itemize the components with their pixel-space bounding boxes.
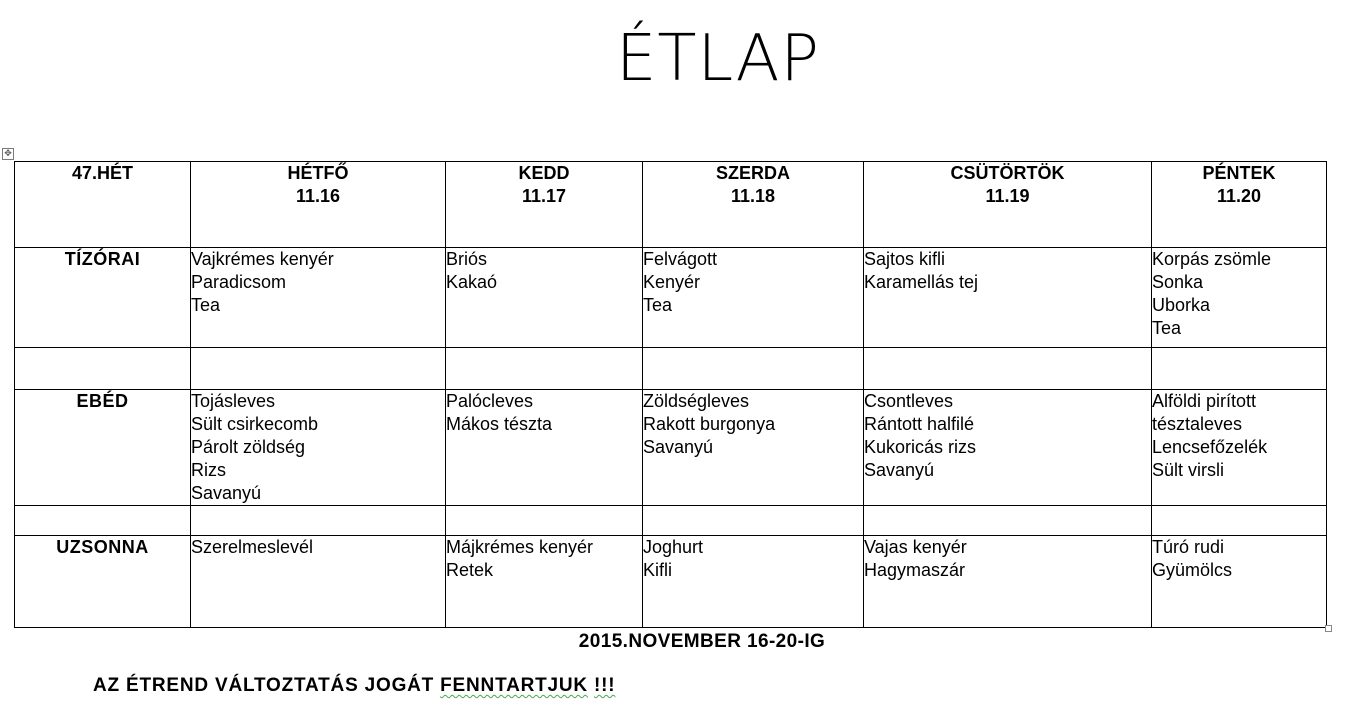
menu-item: Korpás zsömle: [1152, 249, 1272, 269]
menu-item: Mákos tészta: [446, 414, 553, 434]
day-name: SZERDA: [715, 163, 790, 183]
menu-item: Tea: [643, 295, 673, 315]
menu-item: Retek: [446, 560, 494, 580]
day-header: [643, 162, 864, 248]
day-header: [446, 162, 643, 248]
menu-cell: [864, 390, 1152, 506]
header-row: [15, 162, 1327, 248]
menu-item: Szerelmeslevél: [191, 537, 314, 557]
spacer-row: [15, 348, 1327, 390]
day-date: 11.20: [1216, 186, 1262, 206]
day-header: [1152, 162, 1327, 248]
day-date: 11.16: [295, 186, 341, 206]
meal-label: TÍZÓRAI: [15, 248, 191, 348]
menu-item: Kukoricás rizs: [864, 437, 977, 457]
menu-item: Alföldi pirított: [1152, 391, 1257, 411]
menu-item: Sonka: [1152, 272, 1204, 292]
menu-item: Vajas kenyér: [864, 537, 967, 557]
day-date: 11.18: [730, 186, 776, 206]
day-header: [864, 162, 1152, 248]
week-cell: [15, 162, 191, 248]
menu-cell: [1152, 390, 1327, 506]
menu-item: Kakaó: [446, 272, 498, 292]
menu-cell: [446, 248, 643, 348]
menu-item: Savanyú: [191, 483, 262, 503]
menu-item: Hagymaszár: [864, 560, 966, 580]
menu-item: Rakott burgonya: [643, 414, 776, 434]
meal-label: UZSONNA: [15, 536, 191, 628]
table-move-handle-icon[interactable]: ✥: [2, 148, 14, 160]
day-name: KEDD: [518, 163, 570, 183]
date-range: 2015.NOVEMBER 16-20-IG: [578, 631, 826, 652]
menu-item: Csontleves: [864, 391, 954, 411]
menu-table: [14, 161, 1327, 628]
menu-item: Kifli: [643, 560, 673, 580]
day-name: PÉNTEK: [1202, 163, 1276, 183]
day-date: 11.19: [985, 186, 1030, 206]
meal-label: EBÉD: [15, 390, 191, 506]
meal-row-ebed: [15, 390, 1327, 506]
menu-item: Joghurt: [643, 537, 704, 557]
menu-cell: [864, 248, 1152, 348]
menu-item: Rizs: [191, 460, 226, 480]
spellcheck-word: !!!: [594, 675, 616, 696]
menu-item: Palócleves: [446, 391, 534, 411]
menu-cell: [446, 390, 643, 506]
menu-item: Lencsefőzelék: [1152, 437, 1268, 457]
menu-item: Briós: [446, 249, 488, 269]
menu-cell: [191, 248, 446, 348]
menu-cell: [191, 536, 446, 628]
menu-item: Gyümölcs: [1152, 560, 1233, 580]
menu-cell: [643, 248, 864, 348]
menu-cell: [643, 536, 864, 628]
menu-item: Savanyú: [864, 460, 935, 480]
day-name: CSÜTÖRTÖK: [950, 163, 1065, 183]
menu-item: Májkrémes kenyér: [446, 537, 594, 557]
menu-cell: [643, 390, 864, 506]
page-title: ÉTLAP: [615, 22, 821, 96]
menu-item: Vajkrémes kenyér: [191, 249, 334, 269]
day-name: HÉTFŐ: [287, 163, 349, 183]
menu-item: Sült csirkecomb: [191, 414, 319, 434]
menu-item: Párolt zöldség: [191, 437, 306, 457]
day-header: [191, 162, 446, 248]
day-date: 11.17: [521, 186, 567, 206]
menu-item: Sült virsli: [1152, 460, 1225, 480]
meal-row-uzsonna: [15, 536, 1327, 628]
menu-cell: [864, 536, 1152, 628]
notice-part: AZ ÉTREND VÁLTOZTATÁS JOGÁT: [93, 675, 441, 696]
menu-item: tésztaleves: [1152, 414, 1243, 434]
menu-cell: [1152, 248, 1327, 348]
menu-cell: [1152, 536, 1327, 628]
menu-item: Kenyér: [643, 272, 701, 292]
menu-item: Uborka: [1152, 295, 1211, 315]
menu-item: Paradicsom: [191, 272, 287, 292]
menu-item: Savanyú: [643, 437, 714, 457]
menu-item: Tea: [1152, 318, 1182, 338]
menu-item: Rántott halfilé: [864, 414, 975, 434]
menu-cell: [191, 390, 446, 506]
spellcheck-word: FENNTARTJUK: [440, 675, 588, 696]
spacer-row: [15, 506, 1327, 536]
week-label: 47.HÉT: [71, 163, 134, 183]
menu-item: Túró rudi: [1152, 537, 1225, 557]
menu-item: Sajtos kifli: [864, 249, 946, 269]
menu-cell: [446, 536, 643, 628]
menu-item: Tea: [191, 295, 221, 315]
menu-item: Karamellás tej: [864, 272, 979, 292]
menu-item: Felvágott: [643, 249, 718, 269]
notice-text: [93, 675, 615, 697]
menu-item: Tojásleves: [191, 391, 276, 411]
meal-row-tizorai: [15, 248, 1327, 348]
menu-item: Zöldségleves: [643, 391, 750, 411]
